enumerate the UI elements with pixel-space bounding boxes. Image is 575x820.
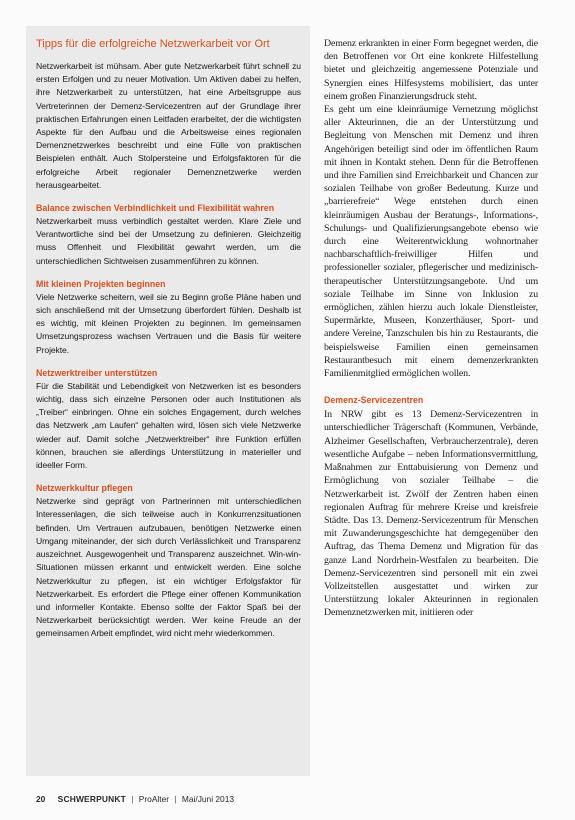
footer-section: SCHWERPUNKT <box>57 794 126 804</box>
footer-magazine: ProAlter <box>138 794 170 804</box>
section-heading: Mit kleinen Projekten beginnen <box>36 278 166 289</box>
article-column <box>324 37 538 620</box>
section-heading: Netzwerkkultur pflegen <box>36 483 133 494</box>
section-heading: Balance zwischen Verbindlichkeit und Flexibilität wahren <box>36 203 275 214</box>
page-number: 20 <box>36 794 46 804</box>
footer-separator: | <box>131 794 134 804</box>
info-box-intro: Netzwerkarbeit ist mühsam. Aber gute Netzwerkarbeit führt schnell zu ersten Erfolgen und zu neuer Motivation. Um Aktiven dabei zu helfen, ihre Netzwerkarbeit zu unterstützen, hat eine Arbeitsgruppe aus Vertreterinnen der Demenz-Servicezentren auf der Grundlage ihrer praktischen Erfahrungen einen Leitfaden erarbeitet, der die wichtigsten Aspekte für den Aufbau und die Arbeitsweise eines regionalen Demenznetzwerkes beschreibt und eine Fülle von praktischen Beispielen enthält. Auch Stolpersteine und Erfolgsfaktoren für die erfolgreiche Arbeit regionaler Demenznetzwerke werden herausgearbeitet. <box>36 61 301 190</box>
section-text: Viele Netzwerke scheitern, weil sie zu Beginn große Pläne haben und sich anschließend mit der Umsetzung überfordert fühlen. Deshalb ist es wichtig, mit kleinen Projekten zu beginnen. Im gemeinsamen Umsetzungsprozess wachsen Vertrauen und die Basis für weitere Projekte. <box>36 291 301 355</box>
footer-issue: Mai/Juni 2013 <box>181 794 235 804</box>
footer-separator: | <box>174 794 177 804</box>
section-text: Netzwerkarbeit muss verbindlich gestaltet werden. Klare Ziele und Verantwortliche sind bei der Umsetzung zu definieren. Gleichzeitig muss Offenheit und Flexibilität gewahrt werden, um die unterschiedlichen Sichtweisen zusammenführen zu können. <box>36 216 301 266</box>
article-paragraph: Demenz erkrankten in einer Form begegnet werden, die den Betroffenen vor Ort eine konkrete Hilfestellung bietet und gleichzeitig angemessene Potenziale und Synergien eines Hilfesystems mobilisiert, das unter einem großen Finanzierungsdruck steht. <box>324 38 538 102</box>
article-subheading: Demenz-Servicezentren <box>324 395 424 406</box>
section-heading: Netzwerktreiber unterstützen <box>36 367 158 378</box>
info-box <box>36 37 301 641</box>
article-paragraph: In NRW gibt es 13 Demenz-Servicezentren in unterschiedlicher Trägerschaft (Kommunen, Verbände, Alzheimer Gesellschaften, Verbraucherzentrale), deren wesentliche Aufgabe – neben Informationsvermittlung, Maßnahmen zur Enttabuisierung von Demenz und Ermöglichung von sozialer Teilhabe – die Netzwerkarbeit ist. Zwölf der Zentren haben einen regionalen Auftrag für mehrere Kreise und kreisfreie Städte. Das 13. Demenz-Servicezentrum für Menschen mit Zuwanderungsgeschichte hat demgegenüber den Auftrag, das Thema Demenz und Migration für das ganze Land Nordrhein-Westfalen zu bearbeiten. Die Demenz-Servicezentren sind personell mit ein zwei Vollzeitstellen ausgestattet und wirken zur Unterstützung lokaler Akteurinnen in regionalen Demenznetzwerken mit, initiieren oder <box>324 409 538 619</box>
info-box-title: Tipps für die erfolgreiche Netzwerkarbeit vor Ort <box>36 38 270 50</box>
page-footer <box>36 794 436 804</box>
article-paragraph: Es geht um eine kleinräumige Vernetzung möglichst aller Akteurinnen, die an der Unterstützung und Begleitung von Menschen mit Demenz und ihren Angehörigen beteiligt sind oder im öffentlichen Raum mit ihnen in Kontakt stehen. Denn für die Betroffenen und ihre Familien sind Erreichbarkeit und Chancen zur sozialen Teilhabe von großer Bedeutung. Kurze und „barrierefreie“ Wege entstehen durch einen kleinräumigen Ausbau der Beratungs-, Informations-, Schulungs- und Qualifizierungsangebote ebenso wie durch eine Weiterentwicklung wohnortnaher nachbarschaftlich-freiwilliger Hilfen und professioneller sozialer, pflegerischer und medizinisch-therapeutischer Unterstützungsangebote. Und um soziale Teilhabe im Sinne von Inklusion zu ermöglichen, zählen hierzu auch lokale Dienstleister, Supermärkte, Museen, Konzerthäuser, Sport- und andere Vereine, Tanzschulen bis hin zu Restaurants, die beispielsweise Familien einen gemeinsamen Restaurantbesuch mit einem demenzerkrankten Familienmitglied ermöglichen wollen. <box>324 104 538 380</box>
section-text: Netzwerke sind geprägt von Partnerinnen mit unterschiedlichen Interessenlagen, die sich teilweise auch in Konkurrenzsituationen befinden. Um Vertrauen aufzubauen, benötigen Netzwerke einen Umgang miteinander, der sich durch Verlässlichkeit und Transparenz auszeichnet. Ausgewogenheit und Transparenz auszeichnet. Win-win-Situationen müssen erkannt und entwickelt werden. Eine solche Netzwerkkultur zu pflegen, ist ein wichtiger Erfolgsfaktor für Netzwerkarbeit. Es erfordert die Pflege einer offenen Kommunikation und informeller Kontakte. Ebenso sollte der Faktor Spaß bei der Netzwerkarbeit berücksichtigt werden. Wer keine Freude an der gemeinsamen Arbeit empfindet, wird nicht mehr wiederkommen. <box>36 496 301 639</box>
section-text: Für die Stabilität und Lebendigkeit von Netzwerken ist es besonders wichtig, dass sich einzelne Personen oder auch Institutionen als „Treiber“ einbringen. Ohne ein solches Engagement, durch welches das Netzwerk „am Laufen“ gehalten wird, lösen sich viele Netzwerke wieder auf. Damit solche „Netzwerktreiber“ ihre Funktion erfüllen können, brauchen sie allerdings Unterstützung in materieller und ideeller Form. <box>36 380 301 471</box>
